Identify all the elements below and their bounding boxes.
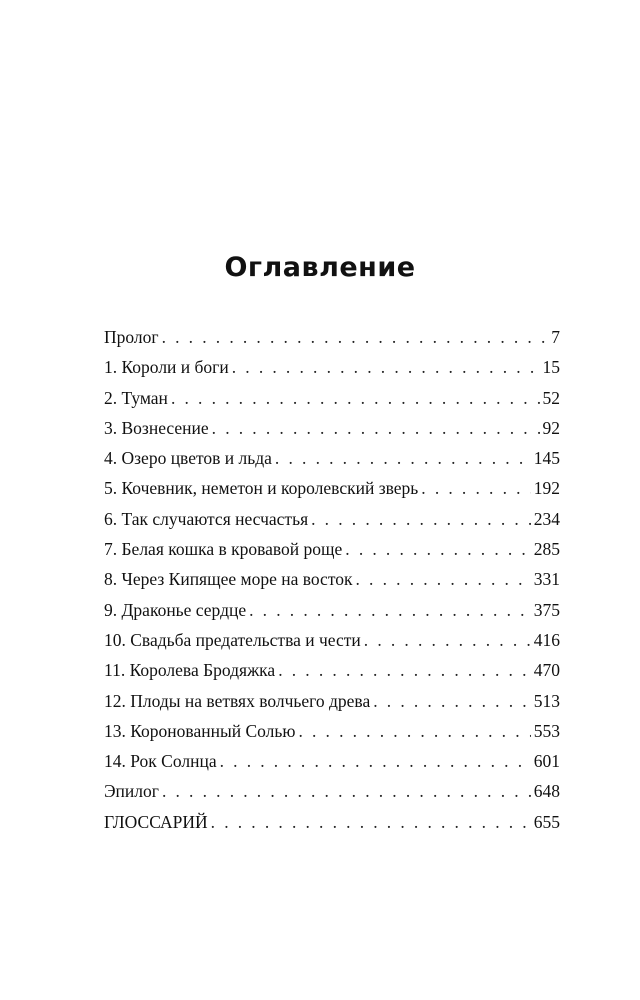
- toc-entry-page-number: 7: [551, 327, 560, 347]
- toc-entry-page-number: 648: [533, 781, 560, 802]
- toc-entry[interactable]: [104, 716, 560, 746]
- dot-leader: [298, 716, 530, 746]
- table-of-contents: [104, 322, 560, 837]
- dot-leader: [275, 443, 531, 473]
- toc-entry-label: Пролог: [104, 327, 159, 347]
- toc-entry-page-number: 331: [533, 569, 560, 590]
- toc-entry[interactable]: [104, 564, 560, 594]
- toc-entry-label: 1. Короли и боги: [104, 357, 229, 378]
- toc-entry-page-number: 513: [533, 690, 560, 711]
- toc-entry-page-number: 15: [542, 357, 560, 378]
- dot-leader: [421, 473, 530, 503]
- toc-entry[interactable]: [104, 413, 560, 443]
- dot-leader: [311, 504, 531, 534]
- dot-leader: [345, 534, 530, 564]
- dot-leader: [171, 383, 540, 413]
- toc-entry-page-number: 192: [533, 478, 560, 499]
- toc-entry[interactable]: [104, 504, 560, 534]
- toc-entry-label: ГЛОССАРИЙ: [104, 811, 208, 832]
- toc-entry[interactable]: [104, 534, 560, 564]
- toc-entry-label: 12. Плоды на ветвях волчьего древа: [104, 690, 371, 711]
- dot-leader: [232, 352, 540, 382]
- dot-leader: [212, 413, 540, 443]
- dot-leader: [162, 776, 531, 806]
- toc-entry-label: 5. Кочевник, неметон и королевский зверь: [104, 478, 419, 499]
- toc-entry-page-number: 655: [533, 811, 560, 832]
- dot-leader: [364, 625, 531, 655]
- dot-leader: [356, 564, 531, 594]
- toc-entry-page-number: 553: [533, 720, 560, 741]
- toc-entry-label: 6. Так случаются несчастья: [104, 508, 309, 529]
- toc-entry-label: 4. Озеро цветов и льда: [104, 448, 272, 469]
- toc-entry[interactable]: [104, 383, 560, 413]
- toc-entry-page-number: 234: [533, 508, 560, 529]
- dot-leader: [220, 746, 531, 776]
- toc-entry-page-number: 92: [542, 417, 560, 438]
- toc-entry-page-number: 145: [533, 448, 560, 469]
- toc-entry[interactable]: [104, 746, 560, 776]
- toc-entry[interactable]: [104, 625, 560, 655]
- toc-entry[interactable]: [104, 686, 560, 716]
- toc-entry-label: 14. Рок Солнца: [104, 751, 217, 772]
- toc-entry[interactable]: [104, 322, 560, 352]
- toc-entry-label: 11. Королева Бродяжка: [104, 660, 276, 681]
- toc-entry-label: 8. Через Кипящее море на восток: [104, 569, 353, 590]
- dot-leader: [278, 655, 531, 685]
- toc-entry-label: 9. Драконье сердце: [104, 599, 247, 620]
- dot-leader: [162, 322, 549, 352]
- toc-entry[interactable]: [104, 595, 560, 625]
- toc-entry[interactable]: [104, 443, 560, 473]
- toc-entry-page-number: 375: [533, 599, 560, 620]
- toc-entry-page-number: 52: [542, 387, 560, 408]
- toc-entry-page-number: 285: [533, 539, 560, 560]
- toc-entry[interactable]: [104, 352, 560, 382]
- toc-entry[interactable]: [104, 473, 560, 503]
- toc-entry-page-number: 470: [533, 660, 560, 681]
- dot-leader: [249, 595, 531, 625]
- toc-entry[interactable]: [104, 807, 560, 837]
- toc-entry-page-number: 416: [533, 629, 560, 650]
- dot-leader: [211, 807, 531, 837]
- toc-entry-label: Эпилог: [104, 781, 159, 802]
- toc-entry[interactable]: [104, 776, 560, 806]
- dot-leader: [373, 686, 531, 716]
- toc-entry-label: 13. Коронованный Солью: [104, 720, 296, 741]
- toc-entry[interactable]: [104, 655, 560, 685]
- toc-entry-label: 2. Туман: [104, 387, 168, 408]
- toc-entry-label: 3. Вознесение: [104, 417, 209, 438]
- page-title: Оглавление: [224, 252, 416, 283]
- toc-entry-label: 7. Белая кошка в кровавой роще: [104, 539, 343, 560]
- toc-entry-label: 10. Свадьба предательства и чести: [104, 629, 361, 650]
- toc-entry-page-number: 601: [533, 751, 560, 772]
